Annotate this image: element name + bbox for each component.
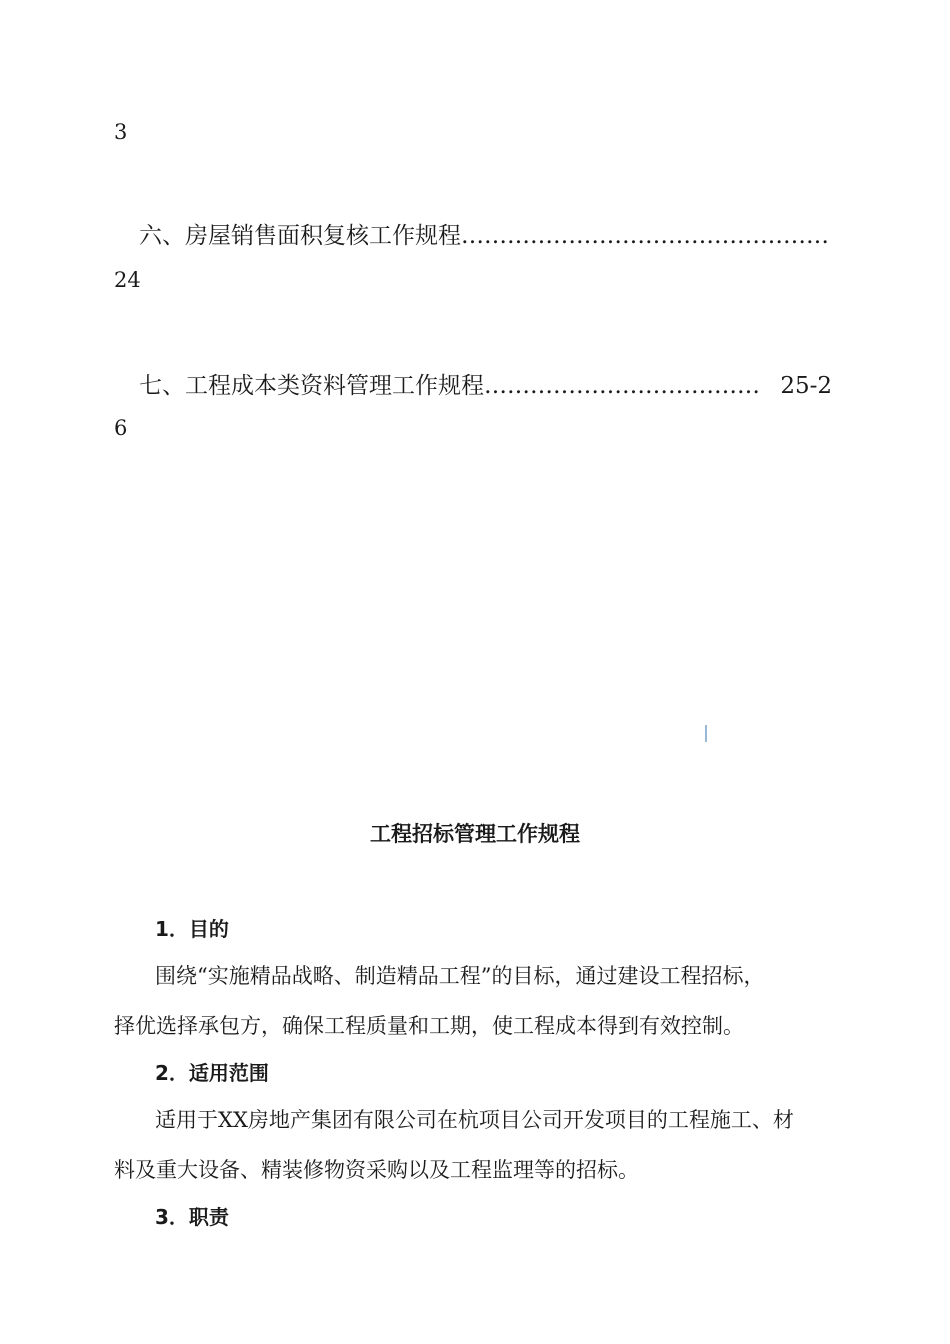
toc-item-6-title: 六、房屋销售面积复核工作规程 [139, 223, 461, 249]
section-1-paragraph-line-1: 围绕“实施精品战略、制造精品工程”的目标，通过建设工程招标， [155, 964, 765, 988]
section-1-paragraph-line-2: 择优选择承包方，确保工程质量和工期，使工程成本得到有效控制。 [114, 1014, 744, 1038]
section-2-paragraph-line-2: 料及重大设备、精装修物资采购以及工程监理等的招标。 [114, 1158, 639, 1182]
section-2-heading: 2．适用范围 [155, 1061, 269, 1085]
toc-item-7-title: 七、工程成本类资料管理工作规程 [139, 373, 484, 399]
toc-item-7-page-b: 6 [114, 416, 128, 440]
toc-item-6-leader: ………………………………………… [461, 223, 829, 249]
text-cursor-marker [705, 725, 707, 742]
section-2-paragraph-line-1: 适用于XX房地产集团有限公司在杭项目公司开发项目的工程施工、材 [155, 1108, 794, 1132]
toc-item-7-leader: ……………………………… [484, 373, 760, 399]
toc-item-6[interactable] [139, 217, 832, 250]
toc-item-6-page: 24 [114, 268, 141, 292]
section-1-heading: 1．目的 [155, 917, 229, 941]
toc-page-fragment: 3 [114, 120, 128, 144]
section-3-heading: 3．职责 [155, 1205, 229, 1229]
document-title: 工程招标管理工作规程 [370, 822, 580, 846]
toc-item-7[interactable] [139, 367, 832, 400]
toc-item-7-page-a: 25-2 [780, 373, 832, 399]
